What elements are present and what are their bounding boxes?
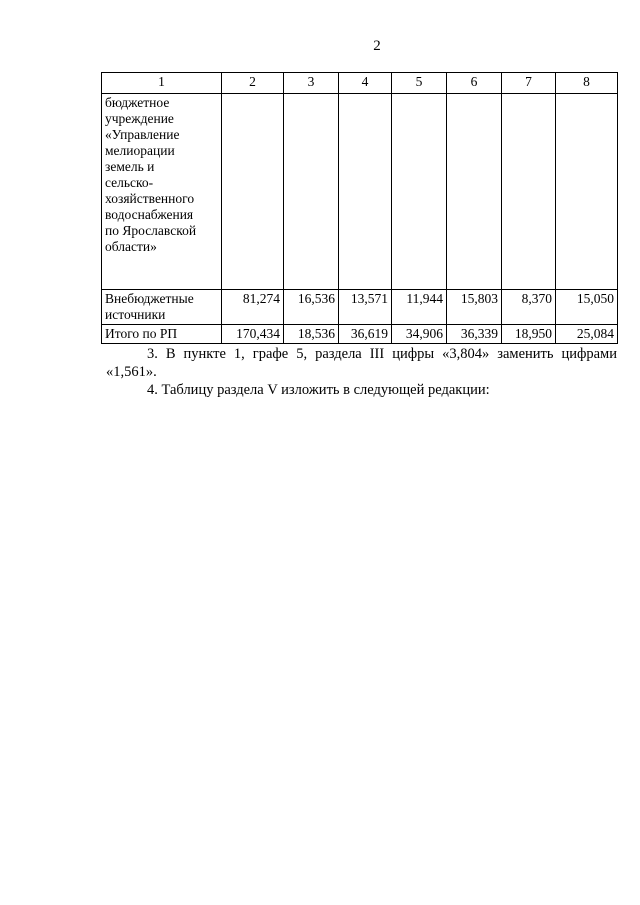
- table-cell: [502, 94, 556, 290]
- row-label: Внебюджетные источники: [102, 290, 222, 325]
- table-cell: 34,906: [392, 325, 447, 344]
- column-header: 5: [392, 73, 447, 94]
- column-header: 1: [102, 73, 222, 94]
- table-cell: 18,950: [502, 325, 556, 344]
- table-cell: 36,339: [447, 325, 502, 344]
- table-cell: 18,536: [284, 325, 339, 344]
- table-cell: [556, 94, 618, 290]
- table-row: [102, 325, 618, 344]
- table-row: [102, 94, 618, 290]
- column-header: 4: [339, 73, 392, 94]
- table-cell: 36,619: [339, 325, 392, 344]
- table-cell: [339, 94, 392, 290]
- table-cell: 13,571: [339, 290, 392, 325]
- table-row: [102, 290, 618, 325]
- column-header: 7: [502, 73, 556, 94]
- table-cell: 15,050: [556, 290, 618, 325]
- table-cell: [447, 94, 502, 290]
- row-label: бюджетное учреждение «Управление мелиорации земель и сельско- хозяйственного водоснабжения по Ярославской области»: [102, 94, 222, 290]
- paragraph-item-3: 3. В пункте 1, графе 5, раздела III цифры «3,804» заменить цифрами «1,561».: [106, 346, 617, 380]
- table-cell: 15,803: [447, 290, 502, 325]
- table-cell: [392, 94, 447, 290]
- budget-table: [101, 72, 618, 344]
- table-cell: [284, 94, 339, 290]
- column-header: 2: [222, 73, 284, 94]
- table-cell: 81,274: [222, 290, 284, 325]
- table-cell: 8,370: [502, 290, 556, 325]
- table-cell: 16,536: [284, 290, 339, 325]
- column-header: 6: [447, 73, 502, 94]
- paragraph-item-4: 4. Таблицу раздела V изложить в следующей редакции:: [147, 382, 490, 398]
- table-cell: 25,084: [556, 325, 618, 344]
- table-cell: 170,434: [222, 325, 284, 344]
- page-number: 2: [373, 38, 381, 54]
- column-header: 8: [556, 73, 618, 94]
- row-label: Итого по РП: [102, 325, 222, 344]
- column-header: 3: [284, 73, 339, 94]
- table-cell: 11,944: [392, 290, 447, 325]
- table-cell: [222, 94, 284, 290]
- table-header-row: [102, 73, 618, 94]
